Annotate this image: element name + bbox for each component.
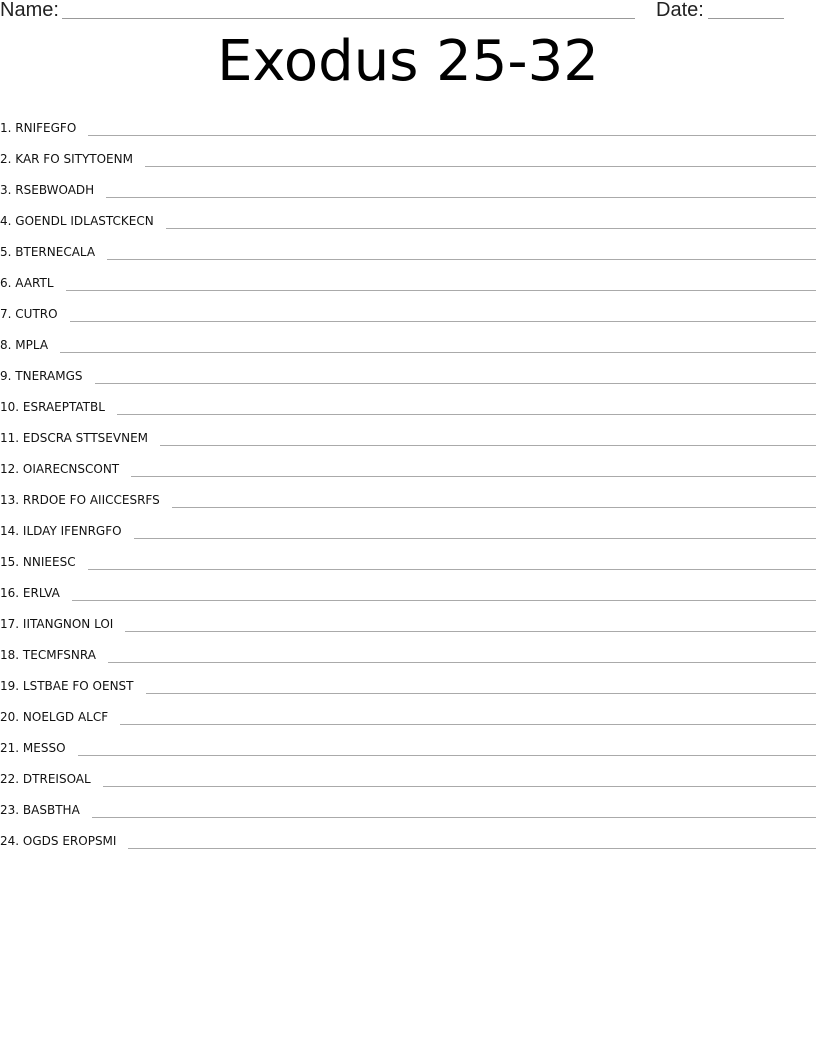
answer-line[interactable] [78,755,816,756]
answer-line[interactable] [66,290,816,291]
scrambled-word [0,152,133,168]
worksheet-header [0,0,816,24]
word-letters: NNIEESC [22,555,76,569]
list-item [0,571,816,602]
answer-line[interactable] [160,445,816,446]
list-item [0,106,816,137]
word-letters: EDSCRA STTSEVNEM [22,431,149,445]
list-item [0,788,816,819]
answer-line[interactable] [95,383,816,384]
list-item [0,199,816,230]
answer-line[interactable] [117,414,816,415]
list-item [0,633,816,664]
scrambled-word [0,121,76,137]
answer-line[interactable] [172,507,816,508]
answer-line[interactable] [60,352,816,353]
list-item [0,540,816,571]
list-item [0,230,816,261]
word-letters: ERLVA [22,586,60,600]
word-number: 4. [0,214,12,228]
word-letters: TNERAMGS [15,369,83,383]
word-number: 8. [0,338,12,352]
list-item [0,323,816,354]
scrambled-word-list [0,106,816,850]
scrambled-word [0,524,122,540]
word-letters: KAR FO SITYTOENM [15,152,133,166]
word-number: 18. [0,648,20,662]
scrambled-word [0,803,80,819]
word-number: 13. [0,493,20,507]
list-item [0,726,816,757]
scrambled-word [0,431,148,447]
word-number: 10. [0,400,20,414]
answer-line[interactable] [120,724,816,725]
date-label: Date: [656,0,704,21]
word-letters: RSEBWOADH [15,183,95,197]
word-letters: DTREISOAL [22,772,91,786]
scrambled-word [0,462,119,478]
word-letters: MPLA [15,338,49,352]
scrambled-word [0,214,154,230]
word-number: 15. [0,555,20,569]
scrambled-word [0,586,60,602]
scrambled-word [0,369,83,385]
date-field[interactable] [708,18,784,19]
word-letters: RRDOE FO AIICCESRFS [22,493,160,507]
answer-line[interactable] [70,321,816,322]
scrambled-word [0,276,54,292]
list-item [0,447,816,478]
scrambled-word [0,772,91,788]
answer-line[interactable] [131,476,816,477]
scrambled-word [0,245,95,261]
list-item [0,478,816,509]
answer-line[interactable] [106,197,816,198]
scrambled-word [0,400,105,416]
answer-line[interactable] [107,259,816,260]
word-number: 14. [0,524,20,538]
scrambled-word [0,834,116,850]
word-letters: ILDAY IFENRGFO [22,524,122,538]
scrambled-word [0,555,76,571]
word-number: 3. [0,183,12,197]
answer-line[interactable] [134,538,816,539]
answer-line[interactable] [92,817,816,818]
word-number: 16. [0,586,20,600]
answer-line[interactable] [88,135,816,136]
word-number: 23. [0,803,20,817]
word-letters: TECMFSNRA [22,648,96,662]
list-item [0,292,816,323]
word-number: 22. [0,772,20,786]
word-letters: BASBTHA [22,803,80,817]
word-letters: OGDS EROPSMI [22,834,117,848]
scrambled-word [0,679,134,695]
scrambled-word [0,741,66,757]
answer-line[interactable] [103,786,816,787]
scrambled-word [0,338,48,354]
word-letters: CUTRO [15,307,58,321]
scrambled-word [0,307,58,323]
scrambled-word [0,648,96,664]
answer-line[interactable] [72,600,816,601]
scrambled-word [0,710,108,726]
list-item [0,354,816,385]
scrambled-word [0,617,113,633]
list-item [0,602,816,633]
name-field[interactable] [62,18,635,19]
word-number: 6. [0,276,12,290]
list-item [0,757,816,788]
answer-line[interactable] [88,569,816,570]
word-number: 7. [0,307,12,321]
word-letters: ESRAEPTATBL [22,400,105,414]
word-letters: AARTL [15,276,54,290]
word-letters: LSTBAE FO OENST [22,679,134,693]
answer-line[interactable] [108,662,816,663]
word-number: 24. [0,834,20,848]
answer-line[interactable] [146,693,816,694]
list-item [0,819,816,850]
name-label: Name: [0,0,59,21]
word-letters: RNIFEGFO [15,121,77,135]
list-item [0,416,816,447]
list-item [0,695,816,726]
list-item [0,664,816,695]
answer-line[interactable] [128,848,816,849]
answer-line[interactable] [145,166,816,167]
word-letters: MESSO [22,741,66,755]
answer-line[interactable] [125,631,816,632]
word-letters: IITANGNON LOI [22,617,114,631]
word-letters: OIARECNSCONT [22,462,120,476]
list-item [0,168,816,199]
word-number: 1. [0,121,12,135]
word-number: 21. [0,741,20,755]
word-number: 17. [0,617,20,631]
word-number: 2. [0,152,12,166]
list-item [0,137,816,168]
answer-line[interactable] [166,228,816,229]
word-number: 9. [0,369,12,383]
word-number: 12. [0,462,20,476]
page-title: Exodus 25-32 [217,29,599,94]
scrambled-word [0,183,94,199]
list-item [0,509,816,540]
word-letters: GOENDL IDLASTCKECN [15,214,154,228]
word-number: 5. [0,245,12,259]
word-number: 20. [0,710,20,724]
word-letters: BTERNECALA [15,245,96,259]
list-item [0,385,816,416]
scrambled-word [0,493,160,509]
word-letters: NOELGD ALCF [22,710,109,724]
list-item [0,261,816,292]
word-number: 11. [0,431,20,445]
word-number: 19. [0,679,20,693]
